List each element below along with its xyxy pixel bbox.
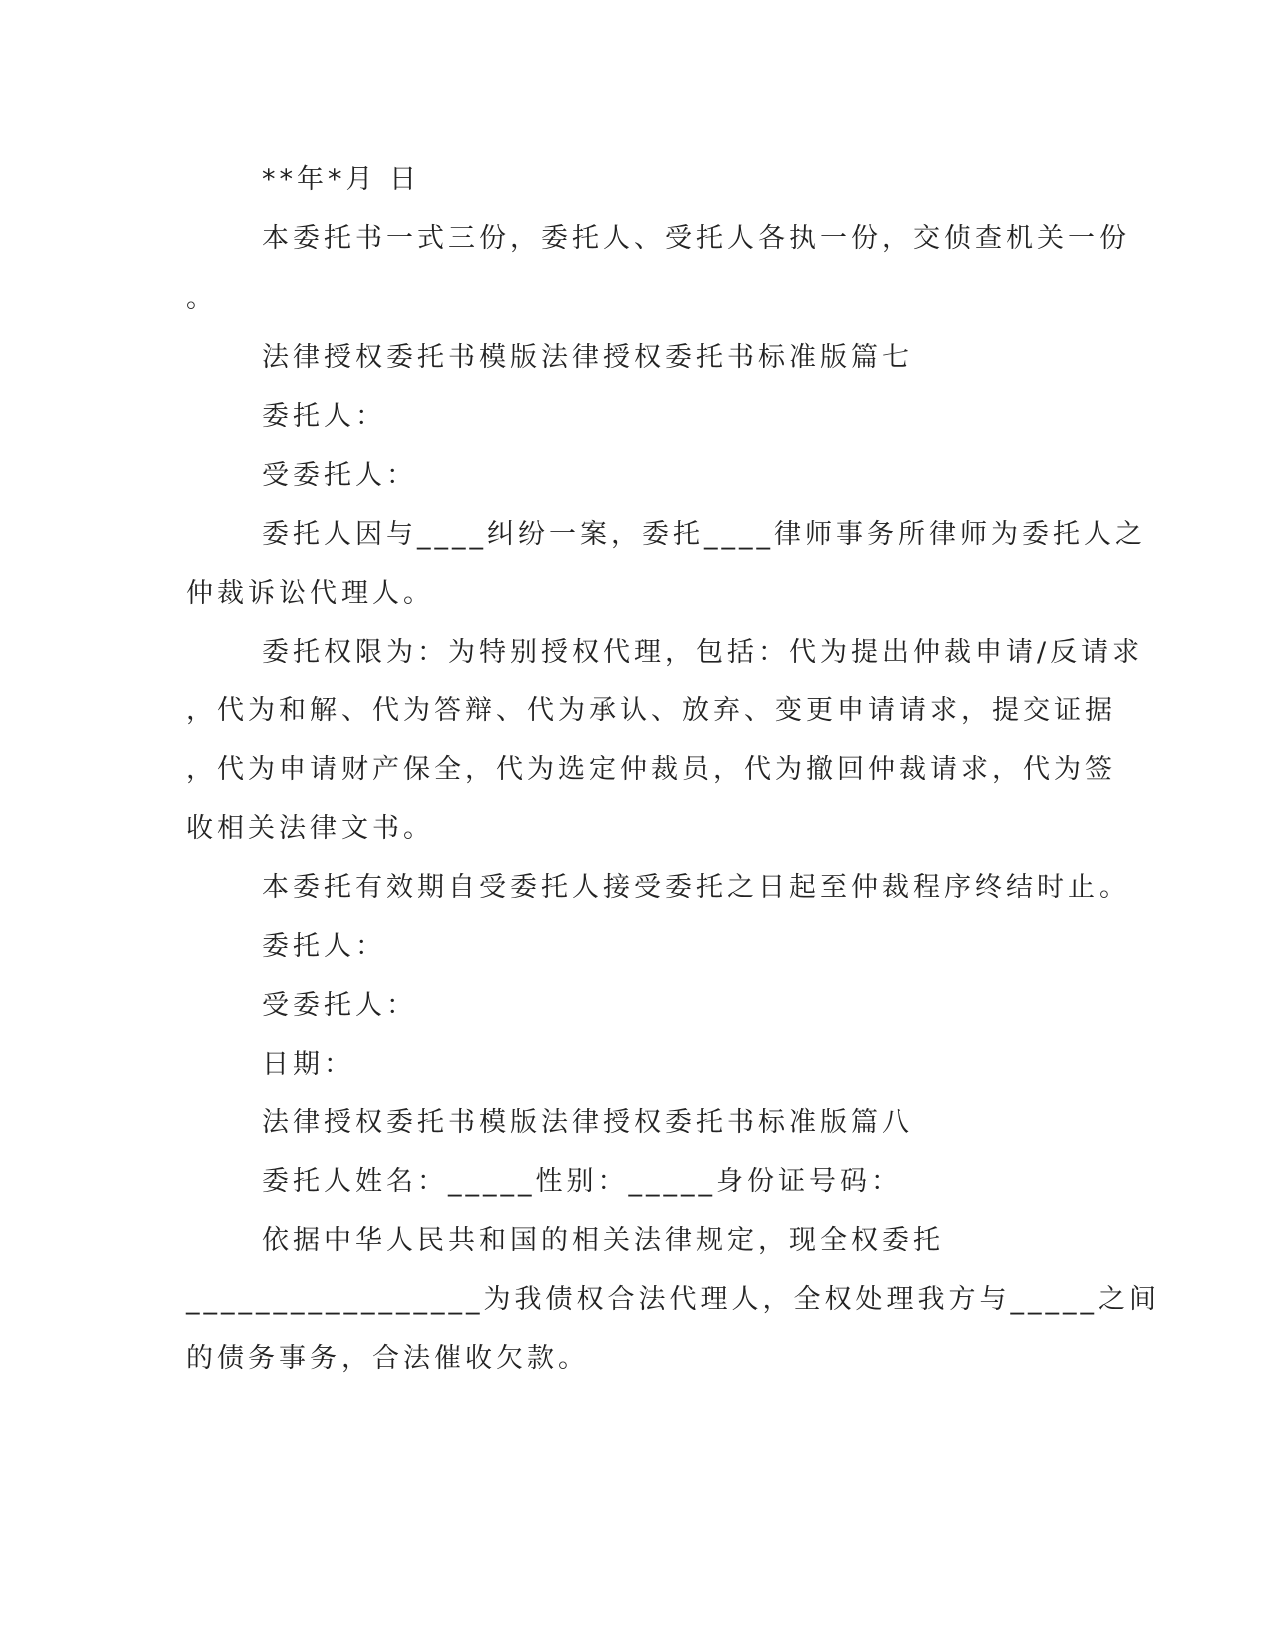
validity-paragraph: 本委托有效期自受委托人接受委托之日起至仲裁程序终结时止。 (262, 872, 1130, 903)
case-paragraph-cont: 仲裁诉讼代理人。 (186, 578, 434, 609)
legal-basis-paragraph-3: 的债务事务，合法催收欠款。 (186, 1343, 589, 1374)
copies-note-end: 。 (186, 283, 217, 314)
authority-paragraph-4: 收相关法律文书。 (186, 813, 434, 844)
authority-paragraph-3: ，代为申请财产保全，代为选定仲裁员，代为撤回仲裁请求，代为签 (186, 754, 1116, 785)
case-paragraph: 委托人因与____纠纷一案，委托____律师事务所律师为委托人之 (262, 519, 1146, 550)
copies-note: 本委托书一式三份，委托人、受托人各执一份，交侦查机关一份 (262, 223, 1130, 254)
signature-date: 日期： (262, 1049, 355, 1080)
section-title-7: 法律授权委托书模版法律授权委托书标准版篇七 (262, 342, 913, 373)
section-title-8: 法律授权委托书模版法律授权委托书标准版篇八 (262, 1107, 913, 1138)
principal-info-line: 委托人姓名：_____性别：_____身份证号码： (262, 1166, 902, 1197)
legal-basis-paragraph-2: _________________为我债权合法代理人，全权处理我方与_____之间 (186, 1284, 1160, 1315)
date-line: **年*月 日 (262, 164, 421, 195)
authority-paragraph-2: ，代为和解、代为答辩、代为承认、放弃、变更申请请求，提交证据 (186, 695, 1116, 726)
authority-paragraph: 委托权限为：为特别授权代理，包括：代为提出仲裁申请/反请求 (262, 637, 1144, 668)
principal-label: 委托人： (262, 401, 386, 432)
signature-agent: 受委托人： (262, 990, 417, 1021)
legal-basis-paragraph: 依据中华人民共和国的相关法律规定，现全权委托 (262, 1225, 944, 1256)
signature-principal: 委托人： (262, 931, 386, 962)
agent-label: 受委托人： (262, 460, 417, 491)
